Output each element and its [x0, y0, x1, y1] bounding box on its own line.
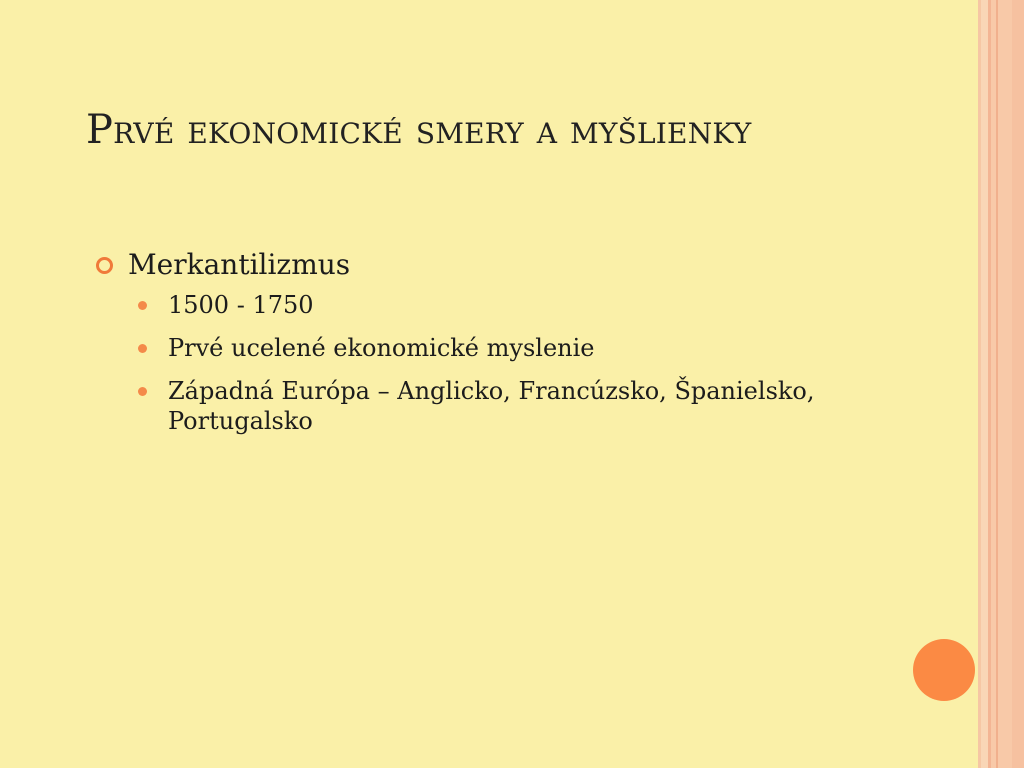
sub-bullet-text: Prvé ucelené ekonomické myslenie	[168, 334, 595, 362]
decorative-stripe	[996, 0, 998, 768]
sub-bullet-list	[96, 290, 956, 436]
decorative-stripe	[981, 0, 988, 768]
dot-bullet-icon	[138, 387, 147, 396]
sub-bullet-text: 1500 - 1750	[168, 291, 314, 319]
decorative-stripe	[1012, 0, 1024, 768]
orange-circle-icon	[913, 639, 975, 701]
sub-bullet-item	[138, 290, 956, 320]
slide-content	[96, 248, 956, 449]
dot-bullet-icon	[138, 301, 147, 310]
ring-bullet-icon	[96, 257, 113, 274]
bullet-level1-text: Merkantilizmus	[128, 248, 351, 281]
slide-title: Prvé ekonomické smery a myšlienky	[86, 107, 752, 153]
sub-bullet-item	[138, 333, 956, 363]
sub-bullet-text: Západná Európa – Anglicko, Francúzsko, Španielsko, Portugalsko	[168, 377, 815, 435]
dot-bullet-icon	[138, 344, 147, 353]
bullet-level1	[96, 248, 956, 281]
sub-bullet-item	[138, 376, 956, 436]
